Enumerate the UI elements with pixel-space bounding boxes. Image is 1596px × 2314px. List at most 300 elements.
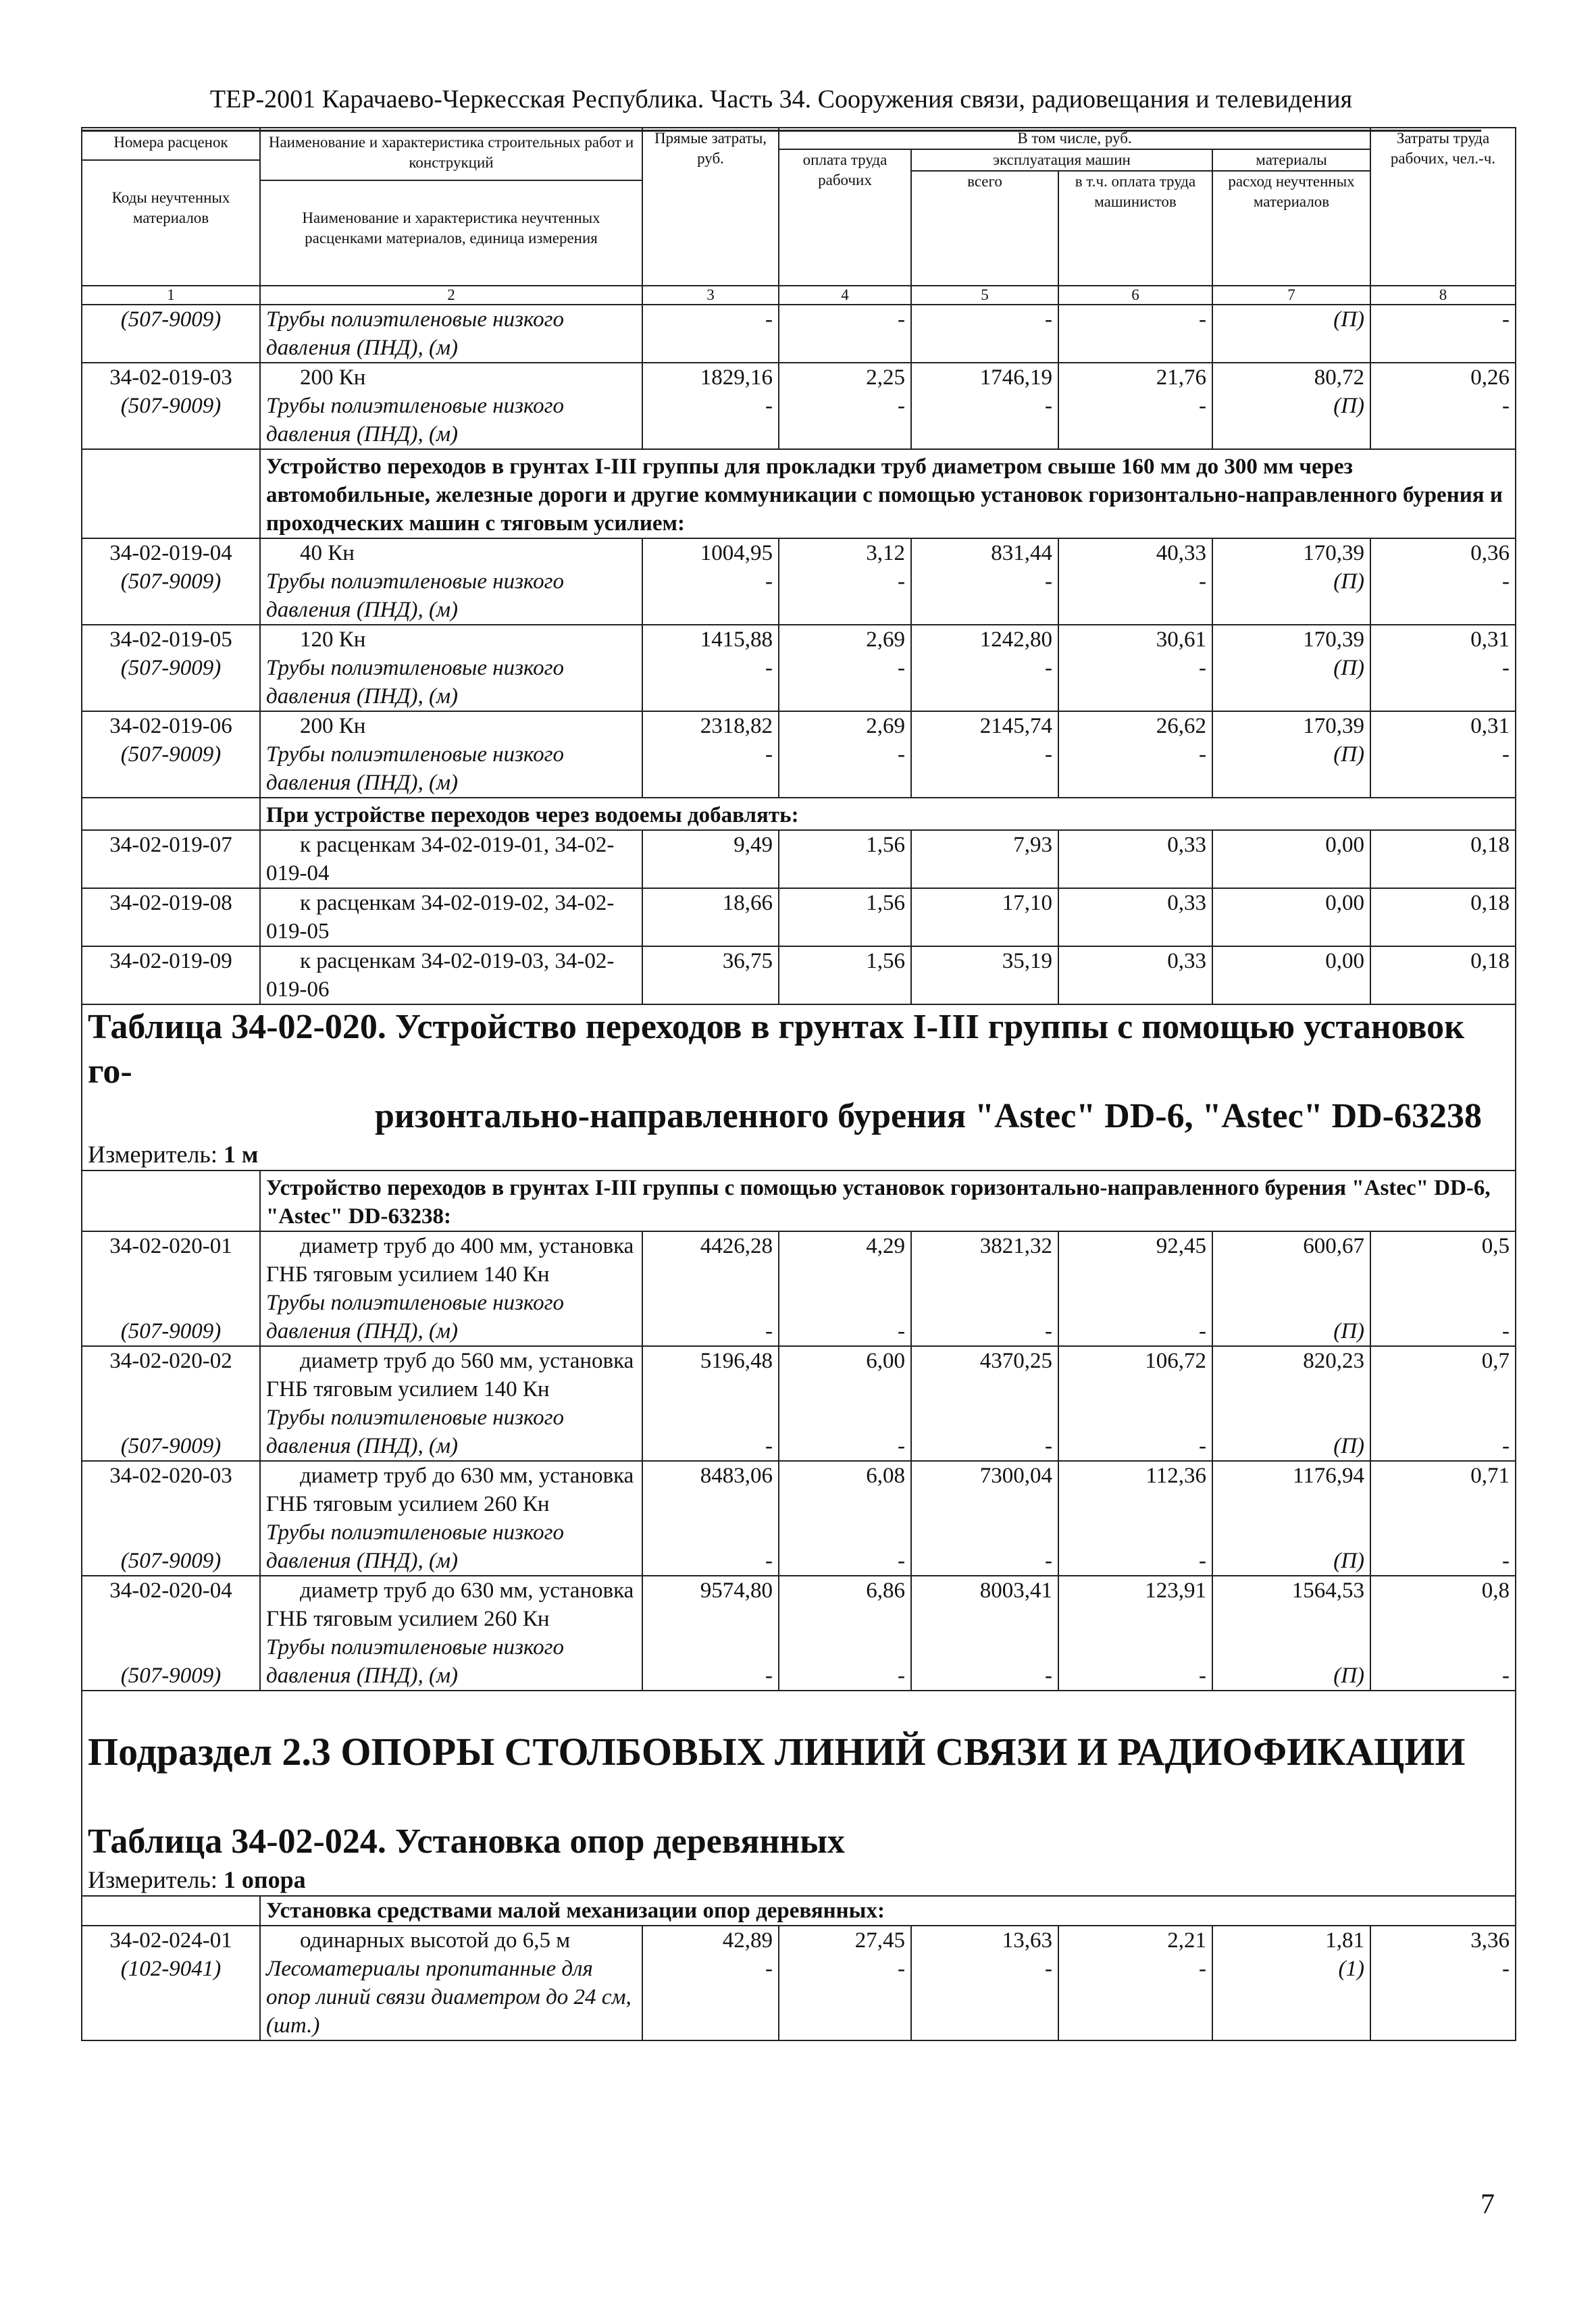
row-val-6 — [1058, 1926, 1212, 2040]
row-name-main: к расценкам 34-02-019-02, 34-02-019-05 — [266, 891, 615, 944]
val-main: 831,44 — [991, 541, 1052, 565]
val-sub: (П) — [1333, 1319, 1365, 1343]
table-row — [82, 1461, 1516, 1576]
row-val-5 — [911, 1231, 1058, 1346]
val-sub: - — [1199, 1664, 1206, 1688]
row-val-7 — [1212, 1926, 1370, 2040]
row-name-sub: Трубы полиэтиленовые низкого давления (ПНД), (м) — [266, 742, 565, 795]
row-val-4 — [779, 625, 911, 711]
row-name — [260, 1461, 642, 1576]
row-val-4: - — [779, 305, 911, 363]
val-main: 2318,82 — [700, 714, 773, 738]
page-header-title: ТЕР-2001 Карачаево-Черкесская Республика. Часть 34. Сооружения связи, радиовещания и телевидения — [209, 85, 1353, 113]
val-main: 0,71 — [1470, 1464, 1510, 1488]
row-val-7: 0,00 — [1212, 888, 1370, 946]
table-title-024: Таблица 34-02-024. Установка опор деревянных — [82, 1793, 1516, 1864]
row-val-4 — [779, 1461, 911, 1576]
val-sub: (1) — [1338, 1957, 1365, 1981]
table-row — [82, 305, 1516, 363]
row-name-sub: Трубы полиэтиленовые низкого давления (ПНД), (м) — [266, 1635, 565, 1688]
section-row — [82, 449, 1516, 538]
val-main: 0,5 — [1481, 1234, 1510, 1258]
measure-label: Измеритель: — [88, 1866, 217, 1893]
head-num-7: 7 — [1212, 286, 1370, 305]
rates-table — [81, 127, 1516, 2041]
head-col3: Прямые затраты, руб. — [642, 128, 779, 286]
row-code-sub: (507-9009) — [120, 394, 222, 418]
row-code-sub: (507-9009) — [120, 1434, 222, 1458]
row-code-main: 34-02-020-01 — [109, 1234, 232, 1258]
row-name — [260, 830, 642, 888]
head-col8: Затраты труда рабочих, чел.-ч. — [1370, 128, 1516, 286]
row-code-sub: (507-9009) — [120, 307, 222, 332]
measure-024 — [82, 1864, 1516, 1896]
row-name-main: 120 Кн — [300, 627, 366, 652]
head-num-3: 3 — [642, 286, 779, 305]
row-code — [82, 363, 260, 449]
row-val-6 — [1058, 625, 1212, 711]
row-val-7 — [1212, 538, 1370, 625]
row-name — [260, 363, 642, 449]
val-sub: - — [765, 742, 773, 767]
row-code — [82, 1926, 260, 2040]
row-name-main: 200 Кн — [300, 714, 366, 738]
row-val-4: 1,56 — [779, 830, 911, 888]
measure-value: 1 опора — [223, 1866, 306, 1893]
row-name-sub: Трубы полиэтиленовые низкого давления (ПНД), (м) — [266, 1406, 565, 1458]
row-val-4 — [779, 711, 911, 798]
table-row — [82, 711, 1516, 798]
table-row — [82, 625, 1516, 711]
row-val-3 — [642, 711, 779, 798]
measure-row — [82, 1864, 1516, 1896]
section-spacer — [82, 798, 260, 830]
row-val-4: 1,56 — [779, 946, 911, 1004]
row-name — [260, 1346, 642, 1461]
val-sub: - — [765, 1319, 773, 1343]
table-title-020-line1: Таблица 34-02-020. Устройство переходов в грунтах I-III группы с помощью установок го- — [88, 1008, 1465, 1091]
section-spacer — [82, 449, 260, 538]
val-sub: - — [1502, 656, 1510, 680]
row-val-6 — [1058, 363, 1212, 449]
row-val-4 — [779, 1926, 911, 2040]
val-sub: - — [765, 1664, 773, 1688]
row-val-8 — [1370, 538, 1516, 625]
row-name-main: к расценкам 34-02-019-03, 34-02-019-06 — [266, 949, 615, 1002]
row-val-6: 0,33 — [1058, 946, 1212, 1004]
val-main: 26,62 — [1156, 714, 1206, 738]
row-name-sub: Лесоматериалы пропитанные для опор линий связи диаметром до 24 см, (шт.) — [266, 1957, 632, 2038]
row-name — [260, 538, 642, 625]
val-sub: (П) — [1333, 742, 1365, 767]
row-val-5: - — [911, 305, 1058, 363]
val-main: 4,29 — [866, 1234, 905, 1258]
head-mat: материалы — [1212, 149, 1370, 171]
row-name — [260, 1926, 642, 2040]
row-val-3: - — [642, 305, 779, 363]
val-sub: - — [898, 394, 905, 418]
row-val-3: 18,66 — [642, 888, 779, 946]
head-col1 — [82, 128, 260, 286]
row-val-5 — [911, 1461, 1058, 1576]
val-main: 170,39 — [1303, 627, 1365, 652]
val-sub: - — [1502, 569, 1510, 594]
val-sub: - — [898, 656, 905, 680]
val-main: 30,61 — [1156, 627, 1206, 652]
val-main: 1004,95 — [700, 541, 773, 565]
row-val-7 — [1212, 1231, 1370, 1346]
val-sub: - — [898, 569, 905, 594]
row-val-6: - — [1058, 305, 1212, 363]
val-sub: - — [898, 1957, 905, 1981]
row-code: 34-02-019-09 — [82, 946, 260, 1004]
table-row — [82, 363, 1516, 449]
row-val-8 — [1370, 363, 1516, 449]
val-main: 0,31 — [1470, 627, 1510, 652]
val-main: 0,31 — [1470, 714, 1510, 738]
table-row — [82, 830, 1516, 888]
row-code-sub: (507-9009) — [120, 1319, 222, 1343]
row-val-5: 7,93 — [911, 830, 1058, 888]
val-main: 6,86 — [866, 1578, 905, 1603]
row-code-main: 34-02-019-05 — [109, 627, 232, 652]
val-sub: - — [1199, 656, 1206, 680]
val-main: 820,23 — [1303, 1349, 1365, 1373]
head-incl: В том числе, руб. — [779, 128, 1370, 149]
subsection-row — [82, 1691, 1516, 1793]
row-val-6 — [1058, 1231, 1212, 1346]
row-code-sub: (507-9009) — [120, 1664, 222, 1688]
row-val-8 — [1370, 625, 1516, 711]
measure-row — [82, 1139, 1516, 1171]
row-code-sub: (507-9009) — [120, 742, 222, 767]
row-val-5 — [911, 538, 1058, 625]
val-main: 170,39 — [1303, 541, 1365, 565]
val-sub: - — [1199, 1957, 1206, 1981]
table-row — [82, 1231, 1516, 1346]
row-code-main: 34-02-019-04 — [109, 541, 232, 565]
row-name-main: диаметр труб до 400 мм, установка ГНБ тяговым усилием 140 Кн — [266, 1234, 634, 1287]
page-header — [81, 82, 1481, 132]
row-code-main: 34-02-020-04 — [109, 1578, 232, 1603]
val-main: 2,21 — [1167, 1928, 1206, 1953]
row-code — [82, 1231, 260, 1346]
section-row — [82, 798, 1516, 830]
val-sub: - — [1502, 1319, 1510, 1343]
head-expl: эксплуатация машин — [911, 149, 1212, 171]
row-code-main: 34-02-019-03 — [109, 365, 232, 390]
head-c2-bottom: Наименование и характеристика неучтенных расценками материалов, единица измерения — [302, 209, 600, 247]
head-num-6: 6 — [1058, 286, 1212, 305]
val-sub: - — [1199, 394, 1206, 418]
row-val-8: 0,18 — [1370, 830, 1516, 888]
val-main: 2,69 — [866, 627, 905, 652]
row-name — [260, 1576, 642, 1691]
row-name-sub: Трубы полиэтиленовые низкого давления (ПНД), (м) — [266, 1520, 565, 1573]
val-main: 0,26 — [1470, 365, 1510, 390]
val-sub: (П) — [1333, 1434, 1365, 1458]
row-name-sub: Трубы полиэтиленовые низкого давления (ПНД), (м) — [266, 569, 565, 622]
row-val-7 — [1212, 1461, 1370, 1576]
val-main: 5196,48 — [700, 1349, 773, 1373]
row-val-3 — [642, 538, 779, 625]
table-row — [82, 946, 1516, 1004]
row-name-sub: Трубы полиэтиленовые низкого давления (ПНД), (м) — [266, 394, 565, 446]
val-main: 9574,80 — [700, 1578, 773, 1603]
val-sub: - — [765, 1957, 773, 1981]
row-val-6: 0,33 — [1058, 830, 1212, 888]
measure-label: Измеритель: — [88, 1141, 217, 1168]
row-name — [260, 1231, 642, 1346]
val-main: 7300,04 — [979, 1464, 1052, 1488]
row-code-main: 34-02-019-06 — [109, 714, 232, 738]
head-num-2: 2 — [260, 286, 642, 305]
row-val-6 — [1058, 711, 1212, 798]
val-sub: - — [1045, 1434, 1052, 1458]
row-val-4 — [779, 363, 911, 449]
val-main: 42,89 — [722, 1928, 773, 1953]
val-sub: - — [765, 569, 773, 594]
val-sub: - — [1502, 394, 1510, 418]
row-val-8 — [1370, 1231, 1516, 1346]
row-name-main: 200 Кн — [300, 365, 366, 390]
row-val-4 — [779, 1346, 911, 1461]
section-text: Устройство переходов в грунтах I-III группы с помощью установок горизонтально-направленного бурения "Astec" DD-6, "Astec" DD-63238: — [260, 1171, 1516, 1231]
row-code — [82, 625, 260, 711]
row-code-sub: (507-9009) — [120, 1549, 222, 1573]
row-val-5 — [911, 1576, 1058, 1691]
table-row — [82, 538, 1516, 625]
row-code-sub: (102-9041) — [120, 1957, 222, 1981]
val-sub: (П) — [1333, 1549, 1365, 1573]
val-sub: - — [1502, 742, 1510, 767]
row-code — [82, 711, 260, 798]
val-sub: - — [898, 1664, 905, 1688]
head-col7: расход неучтенных материалов — [1212, 171, 1370, 286]
row-name — [260, 711, 642, 798]
row-name-sub: Трубы полиэтиленовые низкого давления (ПНД), (м) — [266, 656, 565, 709]
val-main: 80,72 — [1314, 365, 1365, 390]
row-code — [82, 1576, 260, 1691]
row-val-5 — [911, 363, 1058, 449]
row-val-6 — [1058, 538, 1212, 625]
row-val-6 — [1058, 1576, 1212, 1691]
val-main: 3821,32 — [979, 1234, 1052, 1258]
val-sub: (П) — [1333, 1664, 1365, 1688]
val-sub: - — [1502, 1549, 1510, 1573]
table-row — [82, 1926, 1516, 2040]
row-name-main: диаметр труб до 630 мм, установка ГНБ тяговым усилием 260 Кн — [266, 1578, 634, 1631]
val-sub: (П) — [1333, 656, 1365, 680]
row-val-4 — [779, 1231, 911, 1346]
row-name-main: 40 Кн — [300, 541, 355, 565]
row-code-main: 34-02-024-01 — [109, 1928, 232, 1953]
row-val-7 — [1212, 1346, 1370, 1461]
row-val-7 — [1212, 711, 1370, 798]
head-col4: оплата труда рабочих — [779, 149, 911, 286]
val-main: 2,25 — [866, 365, 905, 390]
row-code — [82, 305, 260, 363]
row-name-sub: Трубы полиэтиленовые низкого давления (ПНД), (м) — [266, 307, 565, 360]
val-sub: - — [1502, 1957, 1510, 1981]
val-sub: - — [1199, 1434, 1206, 1458]
val-main: 1,81 — [1325, 1928, 1365, 1953]
val-main: 21,76 — [1156, 365, 1206, 390]
table-row — [82, 888, 1516, 946]
val-main: 6,00 — [866, 1349, 905, 1373]
row-name — [260, 305, 642, 363]
val-sub: - — [1045, 394, 1052, 418]
head-col5: всего — [911, 171, 1058, 286]
val-sub: - — [898, 1549, 905, 1573]
row-val-8 — [1370, 1926, 1516, 2040]
val-sub: - — [1045, 1549, 1052, 1573]
row-val-7 — [1212, 625, 1370, 711]
head-num-4: 4 — [779, 286, 911, 305]
val-main: 1564,53 — [1291, 1578, 1365, 1603]
val-main: 1242,80 — [979, 627, 1052, 652]
row-val-6 — [1058, 1461, 1212, 1576]
table-title-020-line2: ризонтально-направленного бурения "Astec" DD-6, "Astec" DD-63238 — [375, 1097, 1482, 1135]
subsection-title: Подраздел 2.3 ОПОРЫ СТОЛБОВЫХ ЛИНИЙ СВЯЗИ И РАДИОФИКАЦИИ — [82, 1691, 1516, 1793]
val-main: 1829,16 — [700, 365, 773, 390]
head-num-1: 1 — [82, 286, 260, 305]
table-head-numbers — [82, 286, 1516, 305]
row-code-sub: (507-9009) — [120, 569, 222, 594]
val-sub: - — [898, 1319, 905, 1343]
val-sub: - — [1045, 1664, 1052, 1688]
row-val-3 — [642, 625, 779, 711]
section-text: Установка средствами малой механизации опор деревянных: — [260, 1896, 1516, 1926]
row-val-8: 0,18 — [1370, 888, 1516, 946]
row-val-7 — [1212, 1576, 1370, 1691]
row-code — [82, 538, 260, 625]
row-val-5 — [911, 711, 1058, 798]
row-val-3 — [642, 1231, 779, 1346]
measure-020 — [82, 1139, 1516, 1171]
row-val-3 — [642, 1346, 779, 1461]
head-num-8: 8 — [1370, 286, 1516, 305]
row-name — [260, 946, 642, 1004]
row-code: 34-02-019-08 — [82, 888, 260, 946]
row-name-main: одинарных высотой до 6,5 м — [300, 1928, 571, 1953]
val-main: 123,91 — [1145, 1578, 1206, 1603]
val-sub: - — [1199, 742, 1206, 767]
row-code: 34-02-019-07 — [82, 830, 260, 888]
row-val-8: 0,18 — [1370, 946, 1516, 1004]
row-val-6 — [1058, 1346, 1212, 1461]
val-main: 8483,06 — [700, 1464, 773, 1488]
section-spacer — [82, 1171, 260, 1231]
val-sub: - — [1045, 569, 1052, 594]
val-sub: - — [1045, 742, 1052, 767]
row-val-8 — [1370, 1576, 1516, 1691]
val-sub: - — [1199, 1549, 1206, 1573]
row-code-main: 34-02-020-03 — [109, 1464, 232, 1488]
val-main: 0,36 — [1470, 541, 1510, 565]
row-val-3 — [642, 363, 779, 449]
section-row — [82, 1171, 1516, 1231]
table-title-row — [82, 1793, 1516, 1864]
val-sub: - — [898, 742, 905, 767]
val-main: 2145,74 — [979, 714, 1052, 738]
row-val-3 — [642, 1461, 779, 1576]
val-main: 6,08 — [866, 1464, 905, 1488]
val-main: 4426,28 — [700, 1234, 773, 1258]
val-sub: - — [1199, 569, 1206, 594]
row-name-sub: Трубы полиэтиленовые низкого давления (ПНД), (м) — [266, 1291, 565, 1343]
val-main: 4370,25 — [979, 1349, 1052, 1373]
val-main: 1176,94 — [1292, 1464, 1365, 1488]
section-row — [82, 1896, 1516, 1926]
table-row — [82, 1576, 1516, 1691]
val-main: 1415,88 — [700, 627, 773, 652]
val-main: 1746,19 — [979, 365, 1052, 390]
val-main: 8003,41 — [979, 1578, 1052, 1603]
val-main: 112,36 — [1145, 1464, 1206, 1488]
row-name — [260, 888, 642, 946]
row-val-8 — [1370, 1346, 1516, 1461]
val-sub: - — [898, 1434, 905, 1458]
val-main: 3,36 — [1470, 1928, 1510, 1953]
val-sub: - — [765, 394, 773, 418]
row-name-main: к расценкам 34-02-019-01, 34-02-019-04 — [266, 833, 615, 885]
val-main: 106,72 — [1145, 1349, 1206, 1373]
row-name — [260, 625, 642, 711]
table-title-020 — [82, 1004, 1516, 1139]
row-code-main: 34-02-020-02 — [109, 1349, 232, 1373]
section-text: При устройстве переходов через водоемы добавлять: — [260, 798, 1516, 830]
measure-value: 1 м — [223, 1141, 259, 1168]
table-title-row — [82, 1004, 1516, 1139]
row-val-7 — [1212, 363, 1370, 449]
row-val-4 — [779, 538, 911, 625]
row-val-3: 36,75 — [642, 946, 779, 1004]
val-sub: - — [1045, 656, 1052, 680]
row-val-7: 0,00 — [1212, 830, 1370, 888]
row-val-7: (П) — [1212, 305, 1370, 363]
val-sub: (П) — [1333, 394, 1365, 418]
page-number: 7 — [1481, 2189, 1495, 2220]
head-c1-top: Номера расценок — [82, 128, 259, 161]
row-val-4 — [779, 1576, 911, 1691]
val-sub: - — [1045, 1319, 1052, 1343]
table-row — [82, 1346, 1516, 1461]
val-main: 600,67 — [1303, 1234, 1365, 1258]
row-val-5 — [911, 1926, 1058, 2040]
row-val-3 — [642, 1926, 779, 2040]
val-main: 27,45 — [854, 1928, 905, 1953]
row-val-5 — [911, 625, 1058, 711]
val-main: 13,63 — [1002, 1928, 1052, 1953]
row-val-8: - — [1370, 305, 1516, 363]
row-code — [82, 1461, 260, 1576]
val-sub: - — [1502, 1434, 1510, 1458]
head-col6: в т.ч. оплата труда машинистов — [1058, 171, 1212, 286]
val-main: 2,69 — [866, 714, 905, 738]
val-sub: - — [1502, 1664, 1510, 1688]
val-sub: - — [765, 656, 773, 680]
val-main: 3,12 — [866, 541, 905, 565]
val-sub: - — [765, 1549, 773, 1573]
row-val-6: 0,33 — [1058, 888, 1212, 946]
head-col2 — [260, 128, 642, 286]
row-val-5 — [911, 1346, 1058, 1461]
row-val-4: 1,56 — [779, 888, 911, 946]
row-val-7: 0,00 — [1212, 946, 1370, 1004]
val-main: 0,8 — [1481, 1578, 1510, 1603]
row-val-5: 17,10 — [911, 888, 1058, 946]
